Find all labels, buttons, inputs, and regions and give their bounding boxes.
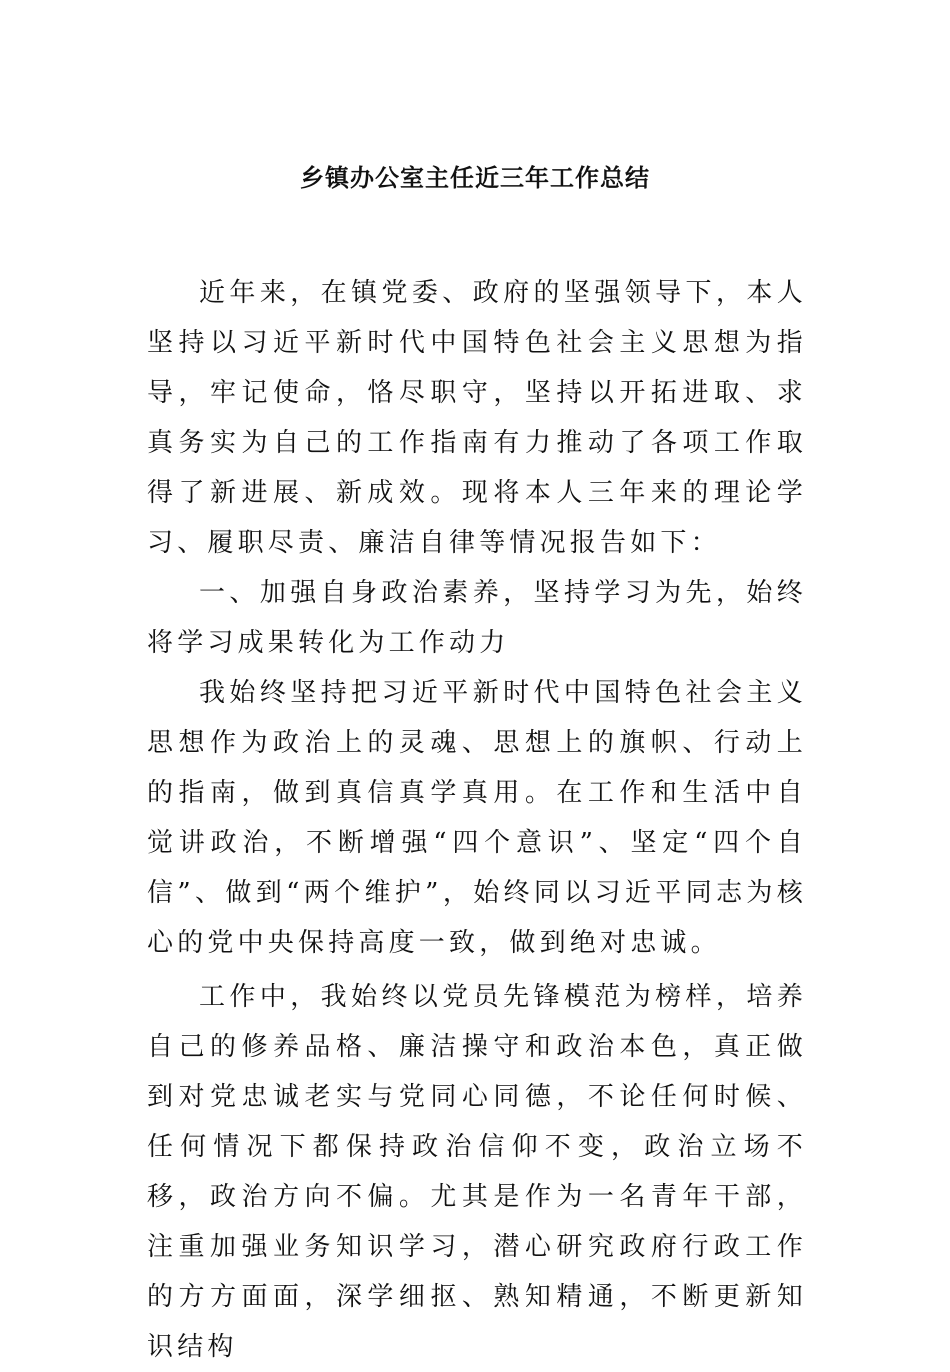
section-heading-1: 一、加强自身政治素养，坚持学习为先，始终将学习成果转化为工作动力 xyxy=(147,578,807,658)
paragraph-intro: 近年来，在镇党委、政府的坚强领导下，本人坚持以习近平新时代中国特色社会主义思想为指导，牢记使命，恪尽职守，坚持以开拓进取、求真务实为自己的工作指南有力推动了各项工作取得了新进展、新成效。现将本人三年来的理论学习、履职尽责、廉洁自律等情况报告如下： xyxy=(147,278,807,558)
document-body xyxy=(147,268,807,1372)
document-title: 乡镇办公室主任近三年工作总结 xyxy=(300,163,650,192)
paragraph-political-study: 我始终坚持把习近平新时代中国特色社会主义思想作为政治上的灵魂、思想上的旗帜、行动上的指南，做到真信真学真用。在工作和生活中自觉讲政治，不断增强“四个意识”、坚定“四个自信”、做到“两个维护”，始终同以习近平同志为核心的党中央保持高度一致，做到绝对忠诚。 xyxy=(147,678,807,958)
paragraph-work-conduct: 工作中，我始终以党员先锋模范为榜样，培养自己的修养品格、廉洁操守和政治本色，真正做到对党忠诚老实与党同心同德，不论任何时候、任何情况下都保持政治信仰不变，政治立场不移，政治方向不偏。尤其是作为一名青年干部，注重加强业务知识学习，潜心研究政府行政工作的方方面面，深学细抠、熟知精通，不断更新知识结构 xyxy=(147,982,807,1362)
